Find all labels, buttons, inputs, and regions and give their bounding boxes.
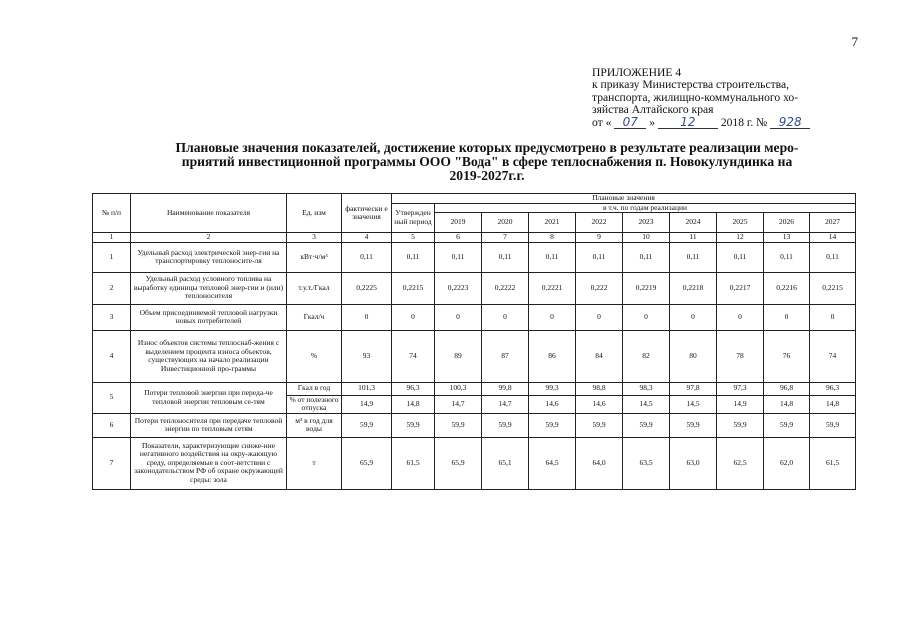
header-year-2024: 2024: [670, 213, 717, 233]
year-value: 62,0: [764, 437, 810, 489]
year-value: 97,8: [670, 382, 717, 395]
year-value: 0: [764, 304, 810, 330]
unit-cell: м³ в год для воды: [287, 413, 342, 437]
actual-value: 0,2225: [342, 272, 392, 304]
year-value: 0: [670, 304, 717, 330]
year-value: 97,3: [717, 382, 764, 395]
header-plan-sub: в т.ч. по годам реализации: [435, 203, 856, 213]
table-row: [93, 437, 856, 489]
year-value: 64,5: [529, 437, 576, 489]
title-line-2: приятий инвестиционной программы ООО "Вода" в сфере теплоснабжения п. Новокулундинка на: [181, 154, 793, 169]
approved-value: 59,9: [392, 413, 435, 437]
actual-value: 0,11: [342, 242, 392, 272]
year-value: 87: [482, 330, 529, 382]
header-year-2023: 2023: [623, 213, 670, 233]
header-unit: Ед. изм: [287, 194, 342, 233]
appendix-date-line: [592, 114, 860, 129]
year-value: 0: [717, 304, 764, 330]
header-year-2026: 2026: [764, 213, 810, 233]
year-value: 84: [576, 330, 623, 382]
header-name: Наименование показателя: [131, 194, 287, 233]
year-value: 0,11: [717, 242, 764, 272]
header-plan: Плановые значения: [392, 194, 856, 204]
year-value: 0,2222: [482, 272, 529, 304]
column-number: 9: [576, 233, 623, 243]
column-number: 13: [764, 233, 810, 243]
indicator-name: Объем присоединяемой тепловой нагрузки новых потребителей: [131, 304, 287, 330]
row-number: 4: [93, 330, 131, 382]
year-value: 59,9: [810, 413, 856, 437]
column-number: 4: [342, 233, 392, 243]
year-value: 0: [435, 304, 482, 330]
year-value: 65,9: [435, 437, 482, 489]
date-prefix: от «: [592, 115, 612, 129]
indicator-name: Потери теплоносителя при передаче тепловой энергии по тепловым сетям: [131, 413, 287, 437]
year-value: 59,9: [482, 413, 529, 437]
year-value: 0,11: [482, 242, 529, 272]
column-number: 11: [670, 233, 717, 243]
year-value: 14,5: [670, 395, 717, 413]
column-number: 8: [529, 233, 576, 243]
table-row: [93, 330, 856, 382]
actual-value: 14,9: [342, 395, 392, 413]
column-number: 10: [623, 233, 670, 243]
year-value: 65,1: [482, 437, 529, 489]
column-number: 3: [287, 233, 342, 243]
header-year-2022: 2022: [576, 213, 623, 233]
title-line-3: 2019-2027г.г.: [449, 168, 525, 183]
table-row: [93, 272, 856, 304]
year-value: 14,8: [810, 395, 856, 413]
year-value: 59,9: [717, 413, 764, 437]
actual-value: 101,3: [342, 382, 392, 395]
page-number: 7: [851, 34, 858, 49]
year-value: 14,7: [482, 395, 529, 413]
approved-value: 0,11: [392, 242, 435, 272]
indicator-name: Износ объектов системы теплоснаб-жения с выделением процента износа объектов, существующих на начало реализации Инвестиционной про-граммы: [131, 330, 287, 382]
year-value: 78: [717, 330, 764, 382]
year-value: 0,11: [670, 242, 717, 272]
header-year-2021: 2021: [529, 213, 576, 233]
approved-value: 96,3: [392, 382, 435, 395]
year-value: 59,9: [623, 413, 670, 437]
year-value: 0,2219: [623, 272, 670, 304]
row-number: 1: [93, 242, 131, 272]
approved-value: 0,2215: [392, 272, 435, 304]
date-year: 2018 г. №: [720, 115, 768, 129]
year-value: 0,2215: [810, 272, 856, 304]
year-value: 0,2223: [435, 272, 482, 304]
document-title: [112, 141, 862, 183]
indicator-name: Удельный расход электрической энер-гии на транспортировку теплоносите-ля: [131, 242, 287, 272]
year-value: 14,7: [435, 395, 482, 413]
year-value: 14,8: [764, 395, 810, 413]
header-actual: фактически е значения: [342, 194, 392, 233]
unit-cell: % от полезного отпуска: [287, 395, 342, 413]
year-value: 59,9: [764, 413, 810, 437]
column-number: 5: [392, 233, 435, 243]
column-number: 7: [482, 233, 529, 243]
year-value: 99,8: [482, 382, 529, 395]
table-row: [93, 382, 856, 395]
year-value: 74: [810, 330, 856, 382]
year-value: 0,2217: [717, 272, 764, 304]
year-value: 0: [810, 304, 856, 330]
year-value: 62,5: [717, 437, 764, 489]
row-number: 3: [93, 304, 131, 330]
year-value: 59,9: [435, 413, 482, 437]
year-value: 0: [623, 304, 670, 330]
approved-value: 14,8: [392, 395, 435, 413]
row-number: 2: [93, 272, 131, 304]
approved-value: 0: [392, 304, 435, 330]
indicator-name: Потери тепловой энергии при переда-че тепловой энергии тепловым се-тям: [131, 382, 287, 413]
year-value: 96,3: [810, 382, 856, 395]
year-value: 100,3: [435, 382, 482, 395]
year-value: 64,0: [576, 437, 623, 489]
actual-value: 65,9: [342, 437, 392, 489]
table-row: [93, 242, 856, 272]
indicator-name: Удельный расход условного топлива на выработку единицы тепловой энер-гии и (или) теплоносителя: [131, 272, 287, 304]
actual-value: 59,9: [342, 413, 392, 437]
table-row: [93, 304, 856, 330]
year-value: 86: [529, 330, 576, 382]
column-number: 14: [810, 233, 856, 243]
year-value: 99,3: [529, 382, 576, 395]
actual-value: 0: [342, 304, 392, 330]
year-value: 59,9: [576, 413, 623, 437]
unit-cell: кВт·ч/м³: [287, 242, 342, 272]
unit-cell: т: [287, 437, 342, 489]
year-value: 0,11: [810, 242, 856, 272]
year-value: 59,9: [529, 413, 576, 437]
year-value: 63,0: [670, 437, 717, 489]
year-value: 14,6: [529, 395, 576, 413]
year-value: 0,11: [764, 242, 810, 272]
appendix-line-3: зяйства Алтайского края: [592, 103, 714, 117]
appendix-line-2: транспорта, жилищно-коммунального хо-: [592, 90, 799, 104]
year-value: 14,9: [717, 395, 764, 413]
year-value: 82: [623, 330, 670, 382]
year-value: 14,6: [576, 395, 623, 413]
table-row: [93, 413, 856, 437]
unit-cell: %: [287, 330, 342, 382]
header-year-2020: 2020: [482, 213, 529, 233]
unit-cell: Гкал в год: [287, 382, 342, 395]
indicator-name: Показатели, характеризующие сниже-ние негативного воздействия на окру-жающую среду, определяемые в соот-ветствии с законодательством РФ об охране окружающей среды: зола: [131, 437, 287, 489]
year-value: 61,5: [810, 437, 856, 489]
year-value: 0: [529, 304, 576, 330]
header-year-2019: 2019: [435, 213, 482, 233]
year-value: 0,11: [529, 242, 576, 272]
header-num: № п/п: [93, 194, 131, 233]
appendix-block: [592, 67, 860, 129]
indicators-table: [92, 193, 856, 490]
handwritten-month: 12: [658, 117, 718, 129]
year-value: 0,11: [576, 242, 623, 272]
handwritten-number: 928: [770, 117, 810, 129]
year-value: 0,2221: [529, 272, 576, 304]
year-value: 76: [764, 330, 810, 382]
year-value: 59,9: [670, 413, 717, 437]
header-year-2027: 2027: [810, 213, 856, 233]
year-value: 0: [576, 304, 623, 330]
actual-value: 93: [342, 330, 392, 382]
year-value: 14,5: [623, 395, 670, 413]
year-value: 0: [482, 304, 529, 330]
year-value: 0,2216: [764, 272, 810, 304]
row-number: 5: [93, 382, 131, 413]
column-number: 1: [93, 233, 131, 243]
year-value: 89: [435, 330, 482, 382]
row-number: 6: [93, 413, 131, 437]
unit-cell: т.у.т./Гкал: [287, 272, 342, 304]
column-number: 6: [435, 233, 482, 243]
column-number: 12: [717, 233, 764, 243]
year-value: 0,222: [576, 272, 623, 304]
approved-value: 61,5: [392, 437, 435, 489]
year-value: 0,11: [623, 242, 670, 272]
unit-cell: Гкал/ч: [287, 304, 342, 330]
appendix-heading: ПРИЛОЖЕНИЕ 4: [592, 66, 682, 79]
column-number: 2: [131, 233, 287, 243]
title-line-1: Плановые значения показателей, достижение которых предусмотрено в результате реализации меро-: [175, 140, 799, 155]
year-value: 0,2218: [670, 272, 717, 304]
appendix-line-1: к приказу Министерства строительства,: [592, 78, 790, 92]
year-value: 80: [670, 330, 717, 382]
year-value: 63,5: [623, 437, 670, 489]
approved-value: 74: [392, 330, 435, 382]
row-number: 7: [93, 437, 131, 489]
year-value: 96,8: [764, 382, 810, 395]
date-mid: »: [649, 115, 656, 129]
handwritten-day: 07: [614, 117, 646, 129]
year-value: 0,11: [435, 242, 482, 272]
header-year-2025: 2025: [717, 213, 764, 233]
year-value: 98,3: [623, 382, 670, 395]
header-approved: Утвержден ный период: [392, 203, 435, 233]
year-value: 98,8: [576, 382, 623, 395]
